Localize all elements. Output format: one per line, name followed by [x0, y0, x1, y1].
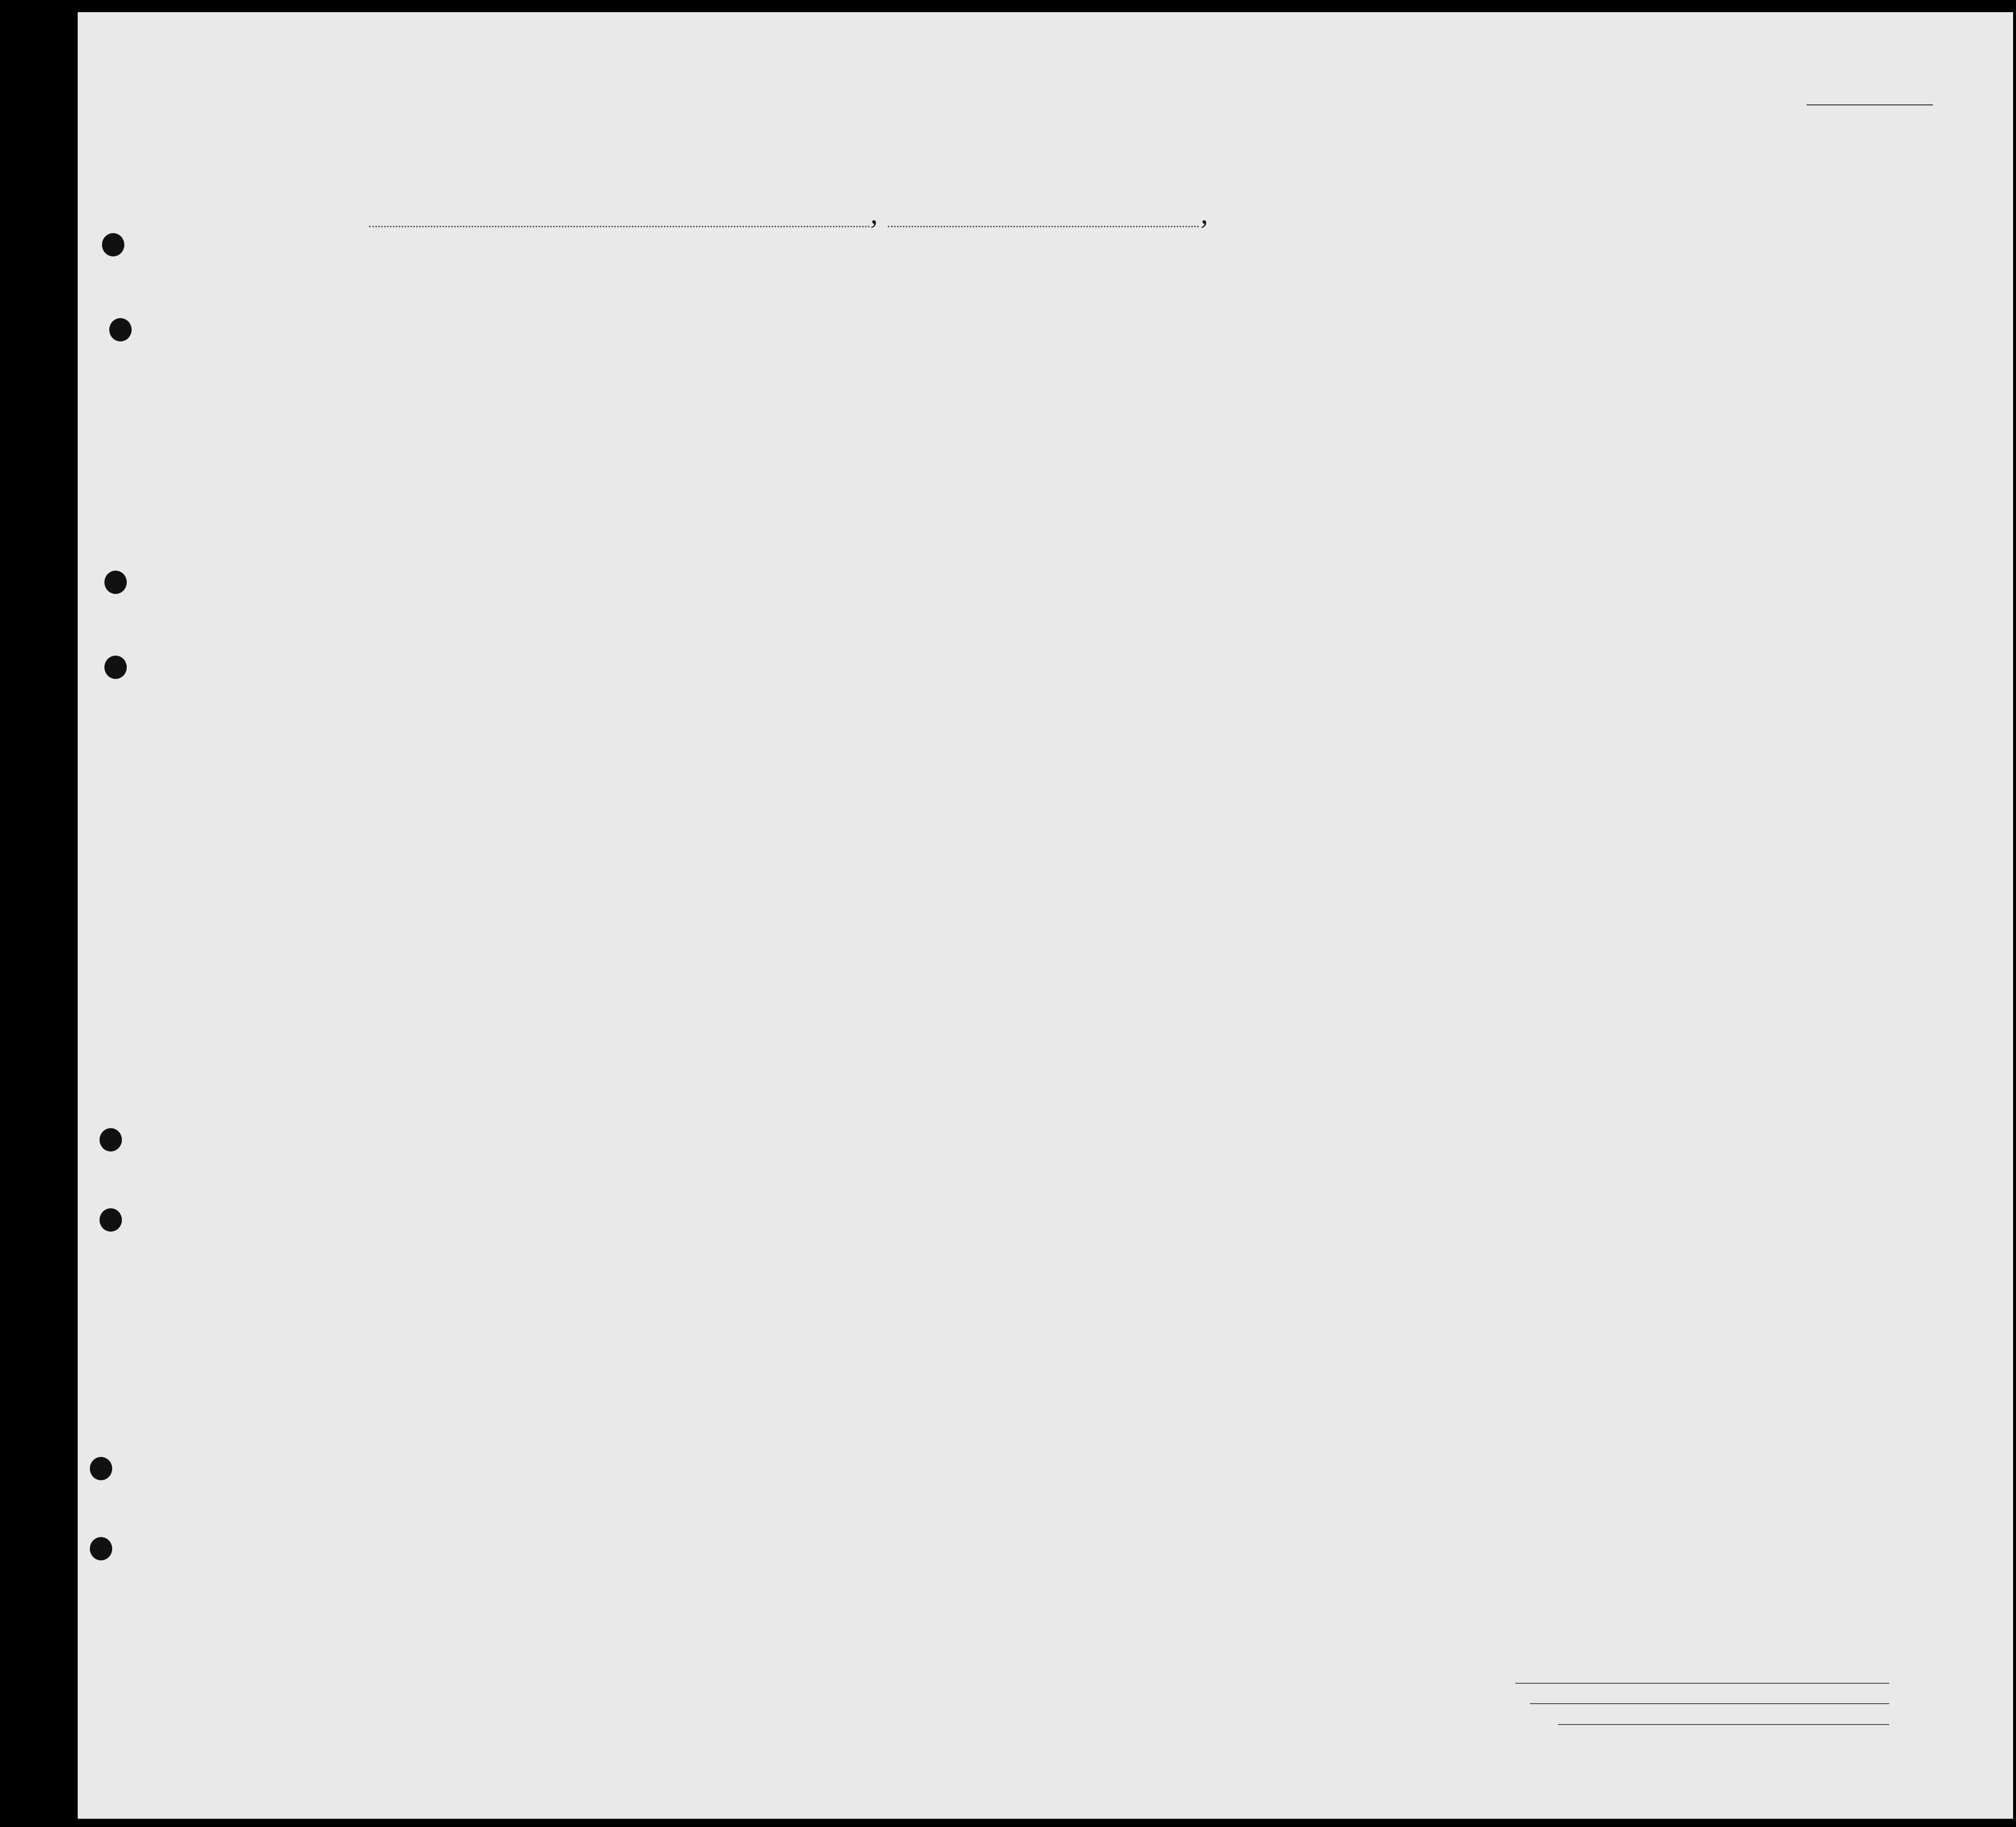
comma: , [1201, 197, 1208, 230]
col25-header [1282, 313, 1326, 425]
col24-return [1173, 323, 1204, 425]
col29-header [1438, 313, 1474, 425]
col24-citizen [1248, 323, 1277, 425]
col26-header [1333, 313, 1353, 425]
punch-hole [90, 1457, 112, 1480]
list-number-line [1807, 104, 1933, 105]
col21-header [724, 296, 743, 427]
col19-header [602, 296, 621, 427]
comma: , [870, 197, 878, 230]
owners-field [1530, 1703, 1889, 1704]
col27-header [1358, 313, 1378, 425]
punch-hole [100, 1208, 122, 1232]
manifest-sheet [78, 12, 2013, 1819]
local-agents-field [1558, 1724, 1889, 1725]
col31-header [1498, 313, 1518, 425]
col34-feet [1639, 396, 1653, 425]
punch-hole [100, 1128, 122, 1151]
punch-hole [104, 656, 127, 679]
port-line [369, 226, 869, 227]
line-field [1515, 1683, 1889, 1684]
punch-hole [102, 233, 124, 256]
ruled-grid [78, 12, 2013, 1819]
date-line [888, 226, 1199, 227]
col34-inches [1665, 396, 1678, 425]
col30-header [1476, 313, 1496, 425]
col24-length [1210, 323, 1242, 425]
punch-hole [104, 571, 127, 594]
punch-hole [109, 318, 132, 341]
col28-header [1384, 313, 1433, 425]
punch-hole [90, 1537, 112, 1560]
